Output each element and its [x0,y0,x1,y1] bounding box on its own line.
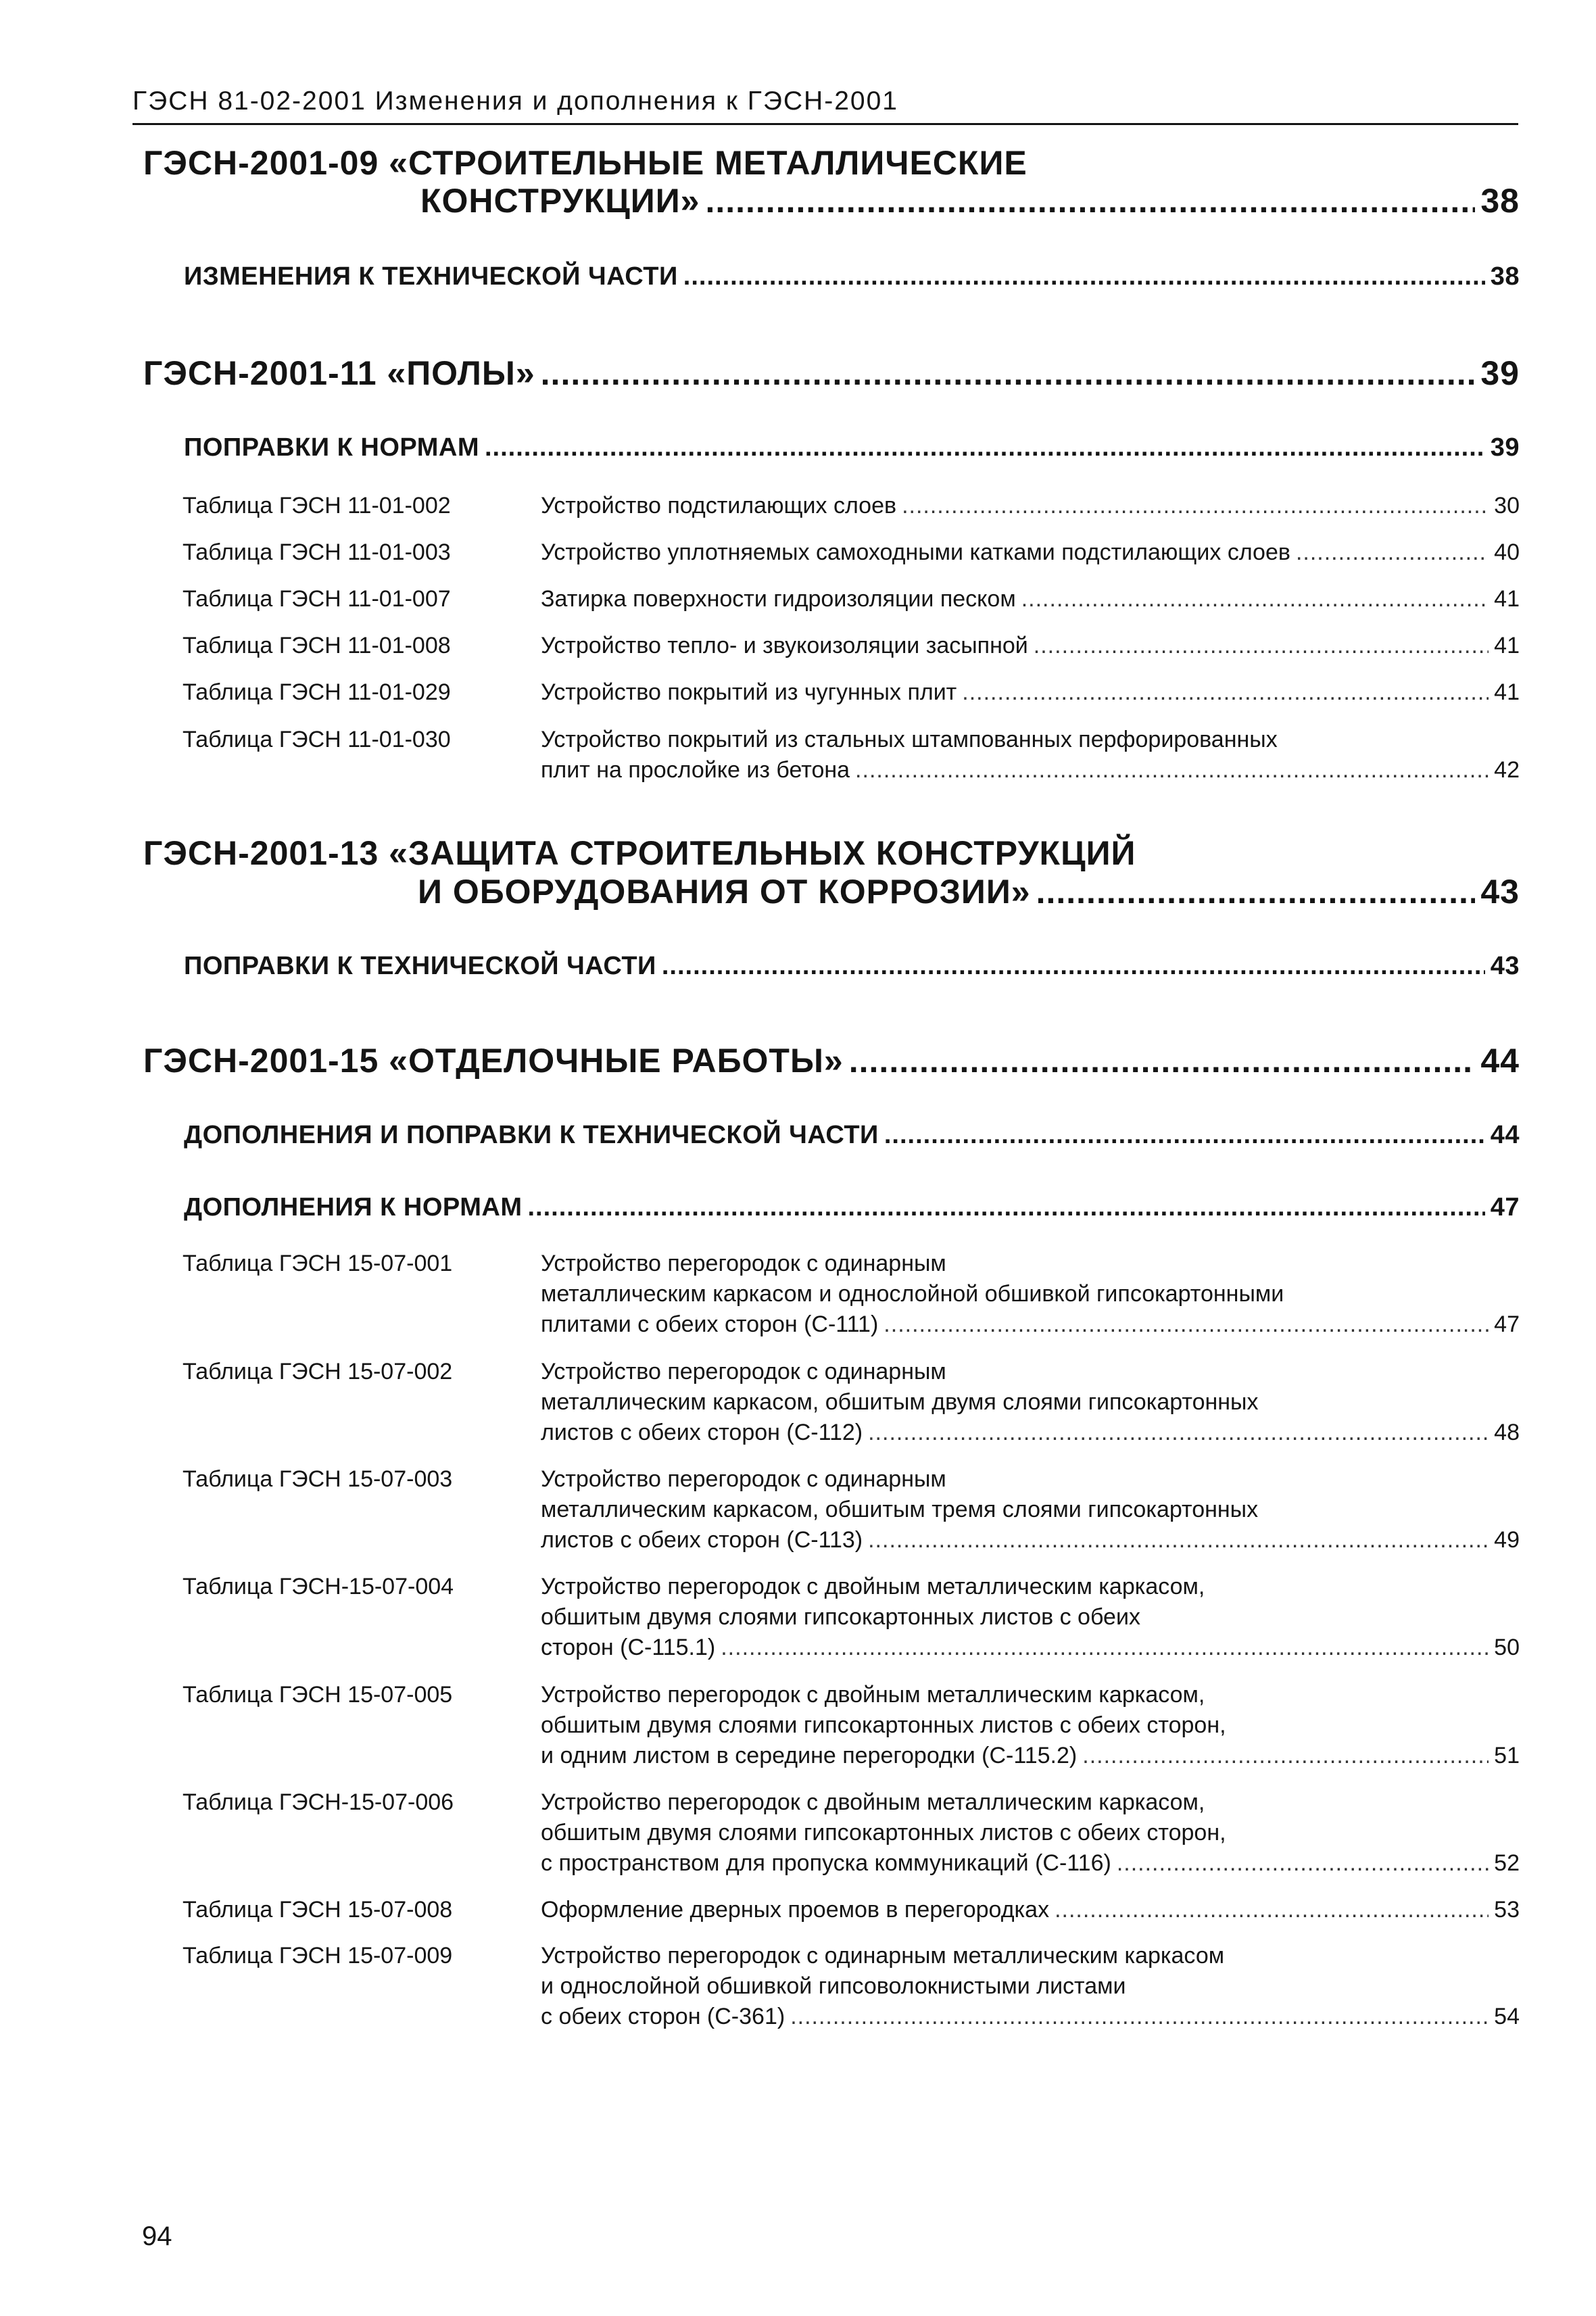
page-ref: 44 [1480,1042,1520,1080]
toc-entry-table-15-07-005[interactable] [541,1743,1520,1769]
dot-leader [683,262,1485,291]
page-ref: 52 [1494,1850,1520,1876]
toc-entry-part-13[interactable] [418,872,1520,911]
toc-entry-table-15-07-002[interactable] [541,1420,1520,1446]
dot-leader [705,181,1475,220]
table-title-line: и однослойной обшивкой гипсоволокнистыми листами [541,1973,1126,1999]
page-ref: 42 [1494,757,1520,783]
dot-leader [868,1420,1489,1446]
table-title: с пространством для пропуска коммуникаций (С-116) [541,1850,1111,1876]
toc-entry-section-15-additions[interactable] [184,1121,1520,1150]
table-title: плит на прослойке из бетона [541,757,850,783]
page-ref: 47 [1494,1311,1520,1337]
page-ref: 49 [1494,1527,1520,1553]
toc-entry-table-11-01-030[interactable] [541,757,1520,783]
toc-entry-section-13-corrections[interactable] [184,952,1520,981]
table-title-line: обшитым двумя слоями гипсокартонных листов с обеих сторон, [541,1820,1226,1845]
toc-entry-table-15-07-004[interactable] [541,1635,1520,1661]
page-ref: 47 [1490,1193,1520,1222]
toc-entry-part-11[interactable] [143,354,1520,393]
part-11-title: ГЭСН-2001-11 «ПОЛЫ» [143,354,535,392]
dot-leader [1117,1850,1489,1877]
part-13-title-line2: И ОБОРУДОВАНИЯ ОТ КОРРОЗИИ» [418,873,1031,911]
toc-entry-table-15-07-009[interactable] [541,2004,1520,2030]
section-title: ДОПОЛНЕНИЯ И ПОПРАВКИ К ТЕХНИЧЕСКОЙ ЧАСТИ [184,1121,879,1149]
running-header: ГЭСН 81-02-2001 Изменения и дополнения к ГЭСН-2001 [132,87,898,116]
page-ref: 38 [1490,262,1520,291]
toc-entry-table-15-07-008[interactable] [541,1897,1520,1923]
page-ref: 40 [1494,539,1520,565]
table-title: с обеих сторон (С-361) [541,2004,785,2029]
page-ref: 50 [1494,1635,1520,1660]
page-ref: 44 [1490,1121,1520,1149]
toc-entry-table-15-07-003[interactable] [541,1527,1520,1553]
table-title: листов с обеих сторон (С-113) [541,1527,863,1553]
table-label: Таблица ГЭСН 11-01-003 [183,539,451,565]
toc-entry-table-15-07-001[interactable] [541,1311,1520,1338]
dot-leader [855,757,1489,783]
table-title-line: Устройство перегородок с двойным металлическим каркасом, [541,1789,1205,1815]
dot-leader [790,2004,1489,2030]
table-title-line: Устройство перегородок с одинарным [541,1251,946,1276]
toc-entry-table-11-01-029[interactable] [541,679,1520,706]
dot-leader [1021,586,1489,612]
page-ref: 41 [1494,586,1520,612]
table-label: Таблица ГЭСН-15-07-004 [183,1574,454,1599]
dot-leader [849,1041,1476,1080]
dot-leader [962,679,1489,706]
dot-leader [541,354,1476,393]
toc-entry-table-11-01-003[interactable] [541,539,1520,566]
table-label: Таблица ГЭСН 11-01-029 [183,679,451,705]
page-ref: 48 [1494,1420,1520,1445]
table-title-line: Устройство перегородок с двойным металлическим каркасом, [541,1682,1205,1708]
page-ref: 38 [1480,182,1520,220]
table-title-line: обшитым двумя слоями гипсокартонных листов с обеих сторон, [541,1712,1226,1738]
dot-leader [1082,1743,1489,1769]
toc-entry-table-11-01-008[interactable] [541,633,1520,659]
table-title-line: обшитым двумя слоями гипсокартонных листов с обеих [541,1604,1140,1630]
dot-leader [1036,872,1476,911]
table-label: Таблица ГЭСН-15-07-006 [183,1789,454,1815]
header-rule [132,123,1518,125]
table-title: плитами с обеих сторон (С-111) [541,1311,879,1337]
page-ref: 43 [1480,873,1520,911]
table-title: листов с обеих сторон (С-112) [541,1420,863,1445]
dot-leader [884,1311,1489,1338]
table-title: сторон (С-115.1) [541,1635,716,1660]
dot-leader [485,433,1485,462]
toc-entry-section-11-corrections[interactable] [184,433,1520,462]
toc-entry-section-09-changes[interactable] [184,262,1520,291]
table-title: Оформление дверных проемов в перегородках [541,1897,1050,1923]
table-label: Таблица ГЭСН 11-01-002 [183,493,451,518]
table-label: Таблица ГЭСН 11-01-007 [183,586,451,612]
section-title: ПОПРАВКИ К НОРМАМ [184,433,479,462]
table-title-line: Устройство перегородок с одинарным [541,1466,946,1492]
table-title: и одним листом в середине перегородки (С-115.2) [541,1743,1078,1768]
table-label: Таблица ГЭСН 15-07-008 [183,1897,453,1923]
table-label: Таблица ГЭСН 15-07-001 [183,1251,453,1276]
table-label: Таблица ГЭСН 15-07-003 [183,1466,453,1492]
section-title: ИЗМЕНЕНИЯ К ТЕХНИЧЕСКОЙ ЧАСТИ [184,262,678,291]
table-title: Устройство тепло- и звукоизоляции засыпной [541,633,1028,658]
table-title-line: Устройство покрытий из стальных штампованных перфорированных [541,727,1278,752]
dot-leader [527,1193,1484,1222]
part-09-title-line2: КОНСТРУКЦИИ» [420,182,700,220]
section-title: ДОПОЛНЕНИЯ К НОРМАМ [184,1193,523,1222]
page-ref: 30 [1494,493,1520,518]
dot-leader [1034,633,1489,659]
page-ref: 39 [1480,354,1520,392]
page-ref: 54 [1494,2004,1520,2029]
table-label: Таблица ГЭСН 15-07-009 [183,1943,453,1969]
table-title-line: металлическим каркасом, обшитым двумя слоями гипсокартонных [541,1389,1259,1415]
page-ref: 43 [1490,952,1520,980]
toc-entry-table-11-01-002[interactable] [541,493,1520,519]
table-title-line: металлическим каркасом, обшитым тремя слоями гипсокартонных [541,1497,1259,1522]
table-title: Устройство подстилающих слоев [541,493,897,518]
table-title-line: металлическим каркасом и однослойной обшивкой гипсокартонными [541,1281,1284,1307]
part-09-title-line1: ГЭСН-2001-09 «СТРОИТЕЛЬНЫЕ МЕТАЛЛИЧЕСКИЕ [143,144,1027,182]
dot-leader [721,1635,1489,1661]
table-label: Таблица ГЭСН 15-07-005 [183,1682,453,1708]
table-title-line: Устройство перегородок с одинарным металлическим каркасом [541,1943,1225,1969]
table-label: Таблица ГЭСН 15-07-002 [183,1359,453,1384]
dot-leader [1055,1897,1489,1923]
toc-entry-table-11-01-007[interactable] [541,586,1520,612]
toc-entry-section-15-norms[interactable] [184,1193,1520,1222]
table-title: Устройство покрытий из чугунных плит [541,679,957,705]
table-title-line: Устройство перегородок с двойным металлическим каркасом, [541,1574,1205,1599]
table-title-line: Устройство перегородок с одинарным [541,1359,946,1384]
section-title: ПОПРАВКИ К ТЕХНИЧЕСКОЙ ЧАСТИ [184,952,656,980]
table-label: Таблица ГЭСН 11-01-008 [183,633,451,658]
table-label: Таблица ГЭСН 11-01-030 [183,727,451,752]
page-number: 94 [142,2221,172,2251]
table-title: Устройство уплотняемых самоходными катками подстилающих слоев [541,539,1290,565]
toc-entry-part-09[interactable] [420,181,1520,220]
toc-entry-table-15-07-006[interactable] [541,1850,1520,1877]
dot-leader [1296,539,1489,566]
toc-entry-part-15[interactable] [143,1041,1520,1080]
dot-leader [868,1527,1489,1553]
page-ref: 39 [1490,433,1520,462]
page-ref: 41 [1494,679,1520,705]
page-ref: 53 [1494,1897,1520,1923]
page-ref: 51 [1494,1743,1520,1768]
part-13-title-line1: ГЭСН-2001-13 «ЗАЩИТА СТРОИТЕЛЬНЫХ КОНСТРУКЦИЙ [143,834,1136,872]
dot-leader [884,1121,1485,1150]
dot-leader [662,952,1485,981]
dot-leader [902,493,1489,519]
page-ref: 41 [1494,633,1520,658]
table-title: Затирка поверхности гидроизоляции песком [541,586,1016,612]
part-15-title: ГЭСН-2001-15 «ОТДЕЛОЧНЫЕ РАБОТЫ» [143,1042,844,1080]
